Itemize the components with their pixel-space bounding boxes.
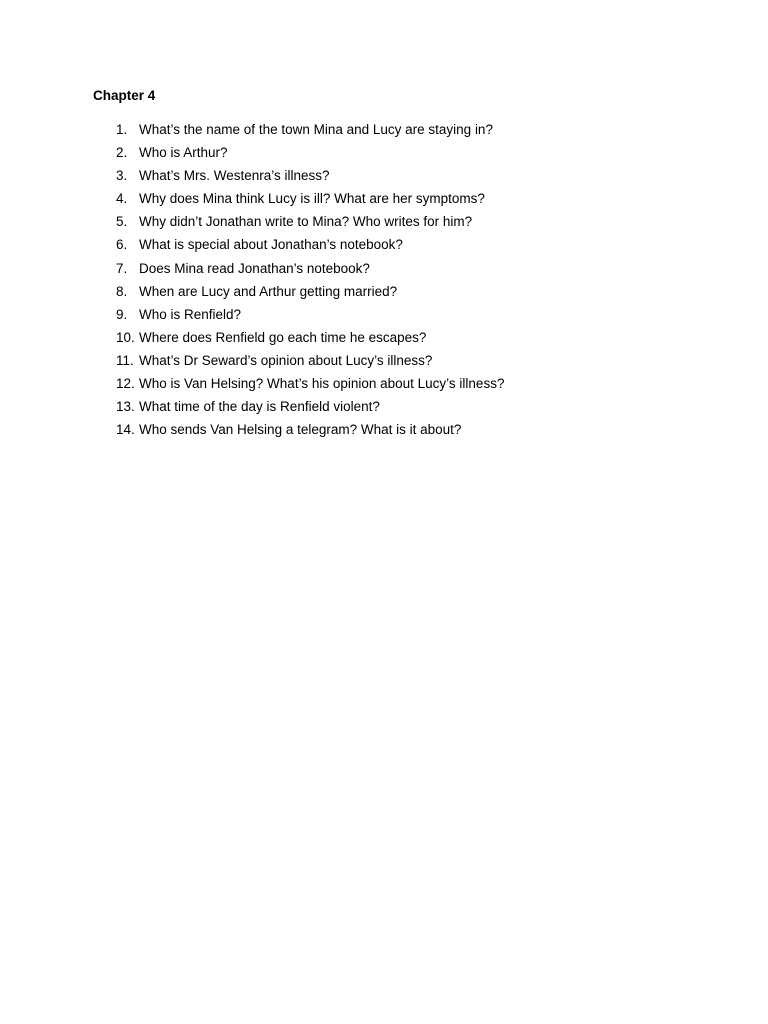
question-number: 11.	[116, 352, 134, 368]
question-text: What’s the name of the town Mina and Lucy are staying in?	[139, 122, 493, 137]
question-text: What’s Mrs. Westenra’s illness?	[139, 168, 330, 184]
question-text: Why does Mina think Lucy is ill? What are her symptoms?	[139, 191, 485, 207]
question-number: 13.	[116, 399, 135, 415]
question-number: 6.	[116, 237, 128, 253]
question-number: 3.	[116, 168, 128, 184]
question-number: 8.	[116, 283, 128, 299]
question-text: What’s Dr Seward’s opinion about Lucy’s illness?	[139, 352, 433, 368]
question-text: Why didn’t Jonathan write to Mina? Who writes for him?	[139, 214, 473, 230]
question-number: 7.	[116, 260, 128, 276]
question-number: 10.	[116, 329, 135, 345]
question-text: What is special about Jonathan’s notebook?	[139, 237, 403, 253]
question-text: Who is Van Helsing? What’s his opinion about Lucy’s illness?	[139, 376, 505, 392]
question-number: 2.	[116, 145, 128, 161]
question-text: When are Lucy and Arthur getting married?	[139, 283, 398, 299]
chapter-heading: Chapter 4	[93, 88, 156, 103]
question-number: 4.	[116, 191, 128, 207]
question-text: Where does Renfield go each time he escapes?	[139, 329, 427, 345]
question-number: 9.	[116, 306, 128, 322]
question-number: 5.	[116, 214, 128, 230]
question-number: 14.	[116, 422, 135, 438]
question-number: 12.	[116, 376, 135, 392]
question-text: Who sends Van Helsing a telegram? What is it about?	[139, 422, 462, 438]
question-number: 1.	[116, 122, 128, 137]
question-text: Who is Renfield?	[139, 306, 242, 322]
question-text: What time of the day is Renfield violent?	[139, 399, 380, 415]
question-text: Does Mina read Jonathan’s notebook?	[139, 260, 370, 276]
question-text: Who is Arthur?	[139, 145, 228, 161]
